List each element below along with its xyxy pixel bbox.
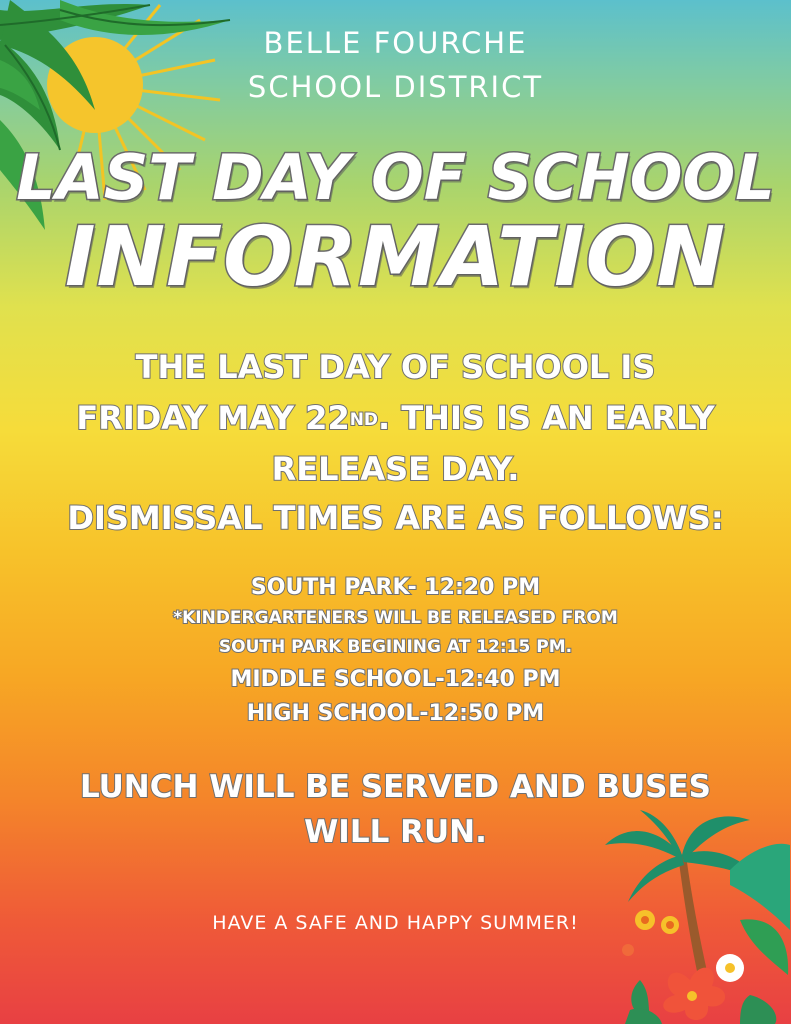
intro-line1: THE LAST DAY OF SCHOOL IS	[135, 348, 656, 386]
schedule-kinder-note-line2: SOUTH PARK BEGINING AT 12:15 PM.	[218, 637, 573, 657]
intro-line3: RELEASE DAY.	[271, 450, 520, 488]
headline-last-day: LAST DAY OF SCHOOL	[16, 141, 775, 214]
footer-message: HAVE A SAFE AND HAPPY SUMMER!	[212, 912, 579, 934]
district-name-line2: SCHOOL DISTRICT	[247, 70, 544, 104]
palm-tree-and-flowers-icon	[600, 810, 790, 1024]
intro-line2-prefix: FRIDAY MAY 22	[76, 399, 350, 437]
intro-line2-suffix: . THIS IS AN EARLY	[378, 399, 715, 437]
lunch-line1: LUNCH WILL BE SERVED AND BUSES	[79, 769, 712, 805]
intro-line2	[0, 393, 791, 444]
district-name-line1: BELLE FOURCHE	[263, 26, 528, 60]
intro-line2-superscript: ND	[349, 410, 379, 430]
schedule-south-park: SOUTH PARK- 12:20 PM	[250, 575, 541, 600]
lunch-line2: WILL RUN.	[304, 814, 487, 850]
intro-line4: DISMISSAL TIMES ARE AS FOLLOWS:	[67, 499, 724, 537]
headline-information: INFORMATION	[65, 210, 726, 305]
schedule-middle-school: MIDDLE SCHOOL-12:40 PM	[230, 667, 561, 692]
schedule-kinder-note-line1: *KINDERGARTENERS WILL BE RELEASED FROM	[173, 608, 618, 628]
schedule-high-school: HIGH SCHOOL-12:50 PM	[246, 701, 545, 726]
